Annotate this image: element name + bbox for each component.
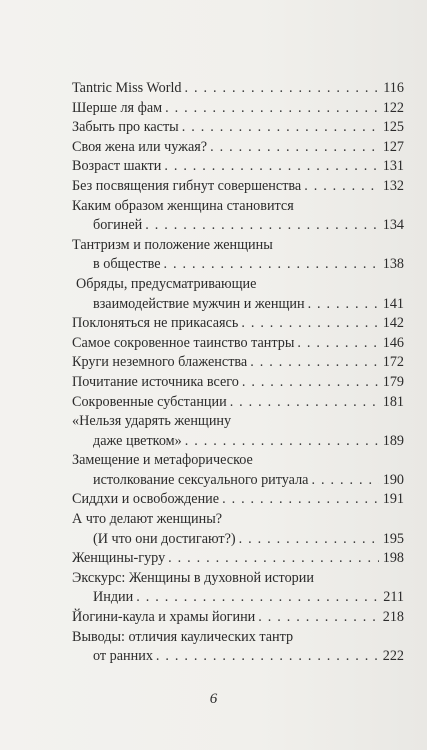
toc-page-number: 218 <box>382 609 404 626</box>
toc-entry <box>72 353 404 373</box>
table-of-contents <box>72 79 404 667</box>
toc-entry-title: Самое сокровенное таинство тантры <box>72 334 295 351</box>
toc-entry-continuation <box>72 647 404 667</box>
dot-leader <box>258 608 379 628</box>
toc-entry-title: Обряды, предусматривающие <box>76 275 257 292</box>
toc-entry-line <box>72 236 404 256</box>
toc-entry-line <box>72 99 404 119</box>
toc-entry-line <box>72 549 404 569</box>
toc-entry <box>72 393 404 413</box>
toc-entry <box>72 275 404 314</box>
toc-entry-title: Круги неземного блаженства <box>72 354 248 371</box>
toc-page-number: 132 <box>382 177 404 194</box>
toc-page-number: 125 <box>382 119 404 136</box>
toc-entry-line <box>72 314 404 334</box>
dot-leader <box>304 177 379 197</box>
toc-entry <box>72 99 404 119</box>
toc-entry-line <box>72 275 404 295</box>
toc-page-number: 198 <box>382 550 404 567</box>
toc-entry <box>72 510 404 549</box>
toc-page-number: 195 <box>382 530 404 547</box>
toc-entry-title: Возраст шакти <box>72 158 162 175</box>
toc-entry <box>72 197 404 236</box>
toc-page-number: 179 <box>382 373 404 390</box>
dot-leader <box>185 79 379 99</box>
toc-page-number: 181 <box>382 393 404 410</box>
toc-entry-title: истолкование сексуального ритуала <box>93 471 309 488</box>
dot-leader <box>308 295 379 315</box>
toc-entry <box>72 138 404 158</box>
toc-entry-title: Забыть про касты <box>72 119 179 136</box>
toc-entry <box>72 412 404 451</box>
dot-leader <box>164 157 379 177</box>
toc-entry-title: взаимодействие мужчин и женщин <box>93 295 305 312</box>
toc-page-number: 142 <box>382 315 404 332</box>
toc-entry-line <box>72 118 404 138</box>
toc-entry-continuation <box>72 432 404 452</box>
toc-entry-line <box>72 157 404 177</box>
toc-entry-title: Своя жена или чужая? <box>72 138 208 155</box>
toc-entry-title: Шерше ля фам <box>72 99 163 116</box>
toc-entry-title: богиней <box>93 217 143 234</box>
toc-page-number: 189 <box>382 432 404 449</box>
toc-entry-title: Tantric Miss World <box>72 80 182 96</box>
dot-leader <box>156 647 379 667</box>
toc-entry-title: в обществе <box>93 256 161 273</box>
dot-leader <box>136 588 379 608</box>
toc-entry <box>72 236 404 275</box>
toc-entry <box>72 628 404 667</box>
toc-page-number: 191 <box>382 491 404 508</box>
dot-leader <box>297 334 379 354</box>
toc-entry <box>72 569 404 608</box>
toc-page-number: 222 <box>382 648 404 665</box>
toc-page-number: 146 <box>382 334 404 351</box>
toc-entry-line <box>72 79 404 99</box>
toc-entry-line <box>72 412 404 432</box>
toc-entry <box>72 490 404 510</box>
toc-entry-line <box>72 353 404 373</box>
toc-entry-continuation <box>72 255 404 275</box>
dot-leader <box>312 471 380 491</box>
toc-entry-continuation <box>72 530 404 550</box>
toc-entry-line <box>72 490 404 510</box>
toc-entry <box>72 157 404 177</box>
toc-entry <box>72 549 404 569</box>
toc-page-number: 190 <box>382 471 404 488</box>
toc-entry-title: даже цветком» <box>93 432 182 449</box>
toc-entry-title: Выводы: отличия каулических тантр <box>72 628 294 645</box>
toc-entry-title: Поклоняться не прикасаясь <box>72 315 239 332</box>
toc-entry-line <box>72 138 404 158</box>
toc-entry-title: Без посвящения гибнут совершенства <box>72 177 302 194</box>
toc-page-number: 134 <box>382 217 404 234</box>
toc-entry-title: Сиддхи и освобождение <box>72 491 220 508</box>
toc-entry-title: Сокровенные субстанции <box>72 393 227 410</box>
toc-entry-title: Женщины-гуру <box>72 550 166 567</box>
toc-entry-line <box>72 569 404 589</box>
toc-page-number: 131 <box>382 158 404 175</box>
toc-entry-line <box>72 177 404 197</box>
toc-entry <box>72 177 404 197</box>
toc-entry-title: (И что они достигают?) <box>93 530 236 547</box>
toc-entry <box>72 451 404 490</box>
toc-page-number: 116 <box>383 80 404 96</box>
toc-entry-line <box>72 373 404 393</box>
toc-page-number: 141 <box>382 295 404 312</box>
dot-leader <box>210 138 379 158</box>
toc-page-number: 122 <box>382 99 404 116</box>
toc-entry-title: от ранних <box>93 648 153 665</box>
dot-leader <box>145 216 379 236</box>
toc-entry-line <box>72 451 404 471</box>
toc-entry-line <box>72 197 404 217</box>
dot-leader <box>168 549 379 569</box>
toc-page-number: 127 <box>382 138 404 155</box>
toc-entry-line <box>72 628 404 648</box>
toc-entry <box>72 334 404 354</box>
dot-leader <box>250 353 379 373</box>
toc-entry-title: Почитание источника всего <box>72 373 239 390</box>
dot-leader <box>164 255 379 275</box>
toc-entry-continuation <box>72 471 404 491</box>
toc-entry-line <box>72 334 404 354</box>
toc-entry-line <box>72 393 404 413</box>
toc-entry <box>72 118 404 138</box>
dot-leader <box>230 393 379 413</box>
toc-entry <box>72 608 404 628</box>
toc-entry <box>72 314 404 334</box>
dot-leader <box>239 530 379 550</box>
toc-page-number: 211 <box>383 589 404 606</box>
toc-entry-title: Йогини-каула и храмы йогини <box>72 609 256 626</box>
toc-entry-title: Замещение и метафорическое <box>72 452 253 469</box>
toc-entry-title: А что делают женщины? <box>72 511 223 528</box>
toc-page-number: 138 <box>382 256 404 273</box>
dot-leader <box>241 314 379 334</box>
toc-entry <box>72 373 404 393</box>
dot-leader <box>182 118 379 138</box>
page-number: 6 <box>209 691 218 707</box>
toc-entry-line <box>72 608 404 628</box>
toc-page-number: 172 <box>382 354 404 371</box>
dot-leader <box>242 373 379 393</box>
toc-entry-continuation <box>72 295 404 315</box>
dot-leader <box>222 490 379 510</box>
dot-leader <box>185 432 379 452</box>
toc-entry-title: Тантризм и положение женщины <box>72 236 273 253</box>
toc-entry-title: Каким образом женщина становится <box>72 197 294 214</box>
toc-entry-title: Индии <box>93 589 134 606</box>
toc-entry-continuation <box>72 588 404 608</box>
toc-entry-title: Экскурс: Женщины в духовной истории <box>72 569 314 586</box>
dot-leader <box>165 99 379 119</box>
toc-entry-line <box>72 510 404 530</box>
toc-entry-title: «Нельзя ударять женщину <box>72 413 232 430</box>
toc-entry <box>72 79 404 99</box>
toc-entry-continuation <box>72 216 404 236</box>
